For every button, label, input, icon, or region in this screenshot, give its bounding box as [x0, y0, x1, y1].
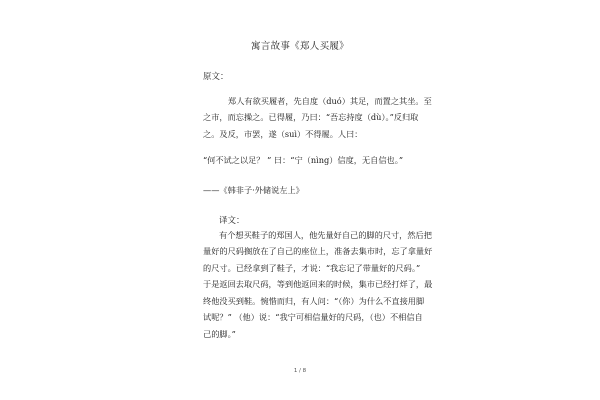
original-line: 之。及反，市罢，遂（suì）不得履。人曰：: [203, 128, 363, 139]
dialogue-line: “何不试之以足？ ” 曰：“宁（nìng）信度，无自信也。”: [203, 155, 404, 165]
translation-paragraph: [203, 243, 432, 342]
translation-paragraph-first: [219, 227, 432, 244]
page-number: 1 / 8: [293, 368, 307, 374]
translation-line: 己的脚。”: [203, 328, 236, 339]
original-line: 郑人有欲买履者，先自度（duó）其足，而置之其坐。至: [228, 96, 432, 106]
translation-label: 译文：: [219, 216, 245, 226]
original-text-continued: [203, 109, 418, 142]
source-citation: ——《韩非子·外储说左上》: [203, 185, 304, 195]
translation-line: 于是返回去取尺码，等到他返回来的时候，集市已经打烊了，最: [203, 279, 433, 289]
translation-line: 终他没买到鞋。惋惜而归，有人问：“（你）为什么不直接用脚: [203, 295, 425, 306]
translation-line: 试呢？” （他）说：“我宁可相信量好的尺码，（也）不相信自: [203, 312, 423, 322]
original-text-paragraph: [228, 93, 432, 110]
translation-line: 的尺寸。已经拿到了鞋子，才说：“我忘记了带量好的尺码。”: [203, 262, 421, 273]
original-text-label: 原文：: [203, 72, 229, 82]
translation-line: 有个想买鞋子的郑国人，他先量好自己的脚的尺寸，然后把: [219, 230, 432, 240]
page-title: 寓言故事《郑人买履》: [250, 41, 349, 52]
original-line: 之市，而忘操之。已得履，乃曰：“吾忘持度（dù）。”反归取: [203, 112, 419, 122]
translation-line: 量好的尺码搁放在了自己的座位上，准备去集市时，忘了拿量好: [203, 246, 433, 256]
